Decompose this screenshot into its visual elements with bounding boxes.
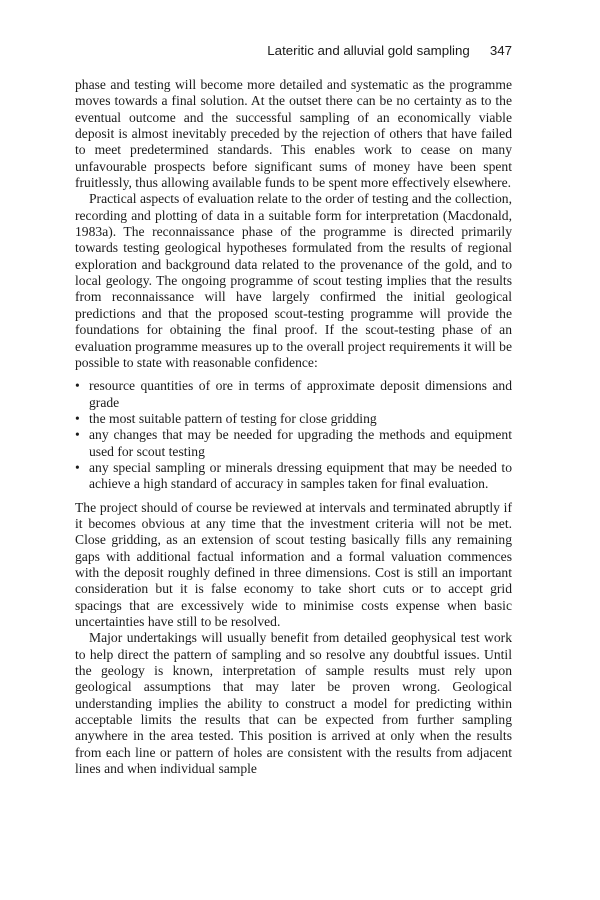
bullet-icon: • [75,410,80,426]
list-item-text: any special sampling or minerals dressing equipment that may be needed to achieve a high standard of accuracy in samples taken for final evaluation. [89,459,512,492]
paragraph-3: The project should of course be reviewed at intervals and terminated abruptly if it becomes obvious at any time that the investment criteria will not be met. Close gridding, as an extension of scout testing basically fills any remaining gaps with additional factual information and a formal valuation commences with the deposit roughly defined in three dimensions. Cost is still an important consideration but it is false economy to take short cuts or to accept grid spacings that are excessively wide to minimise costs expense when basic uncertainties have still to be resolved. [75,499,512,629]
bullet-list [75,378,512,492]
list-item-text: the most suitable pattern of testing for close gridding [89,410,377,426]
body-text [75,77,512,777]
list-item [75,427,512,460]
paragraph-1: phase and testing will become more detailed and systematic as the programme moves towards a final solution. At the outset there can be no certainty as to the eventual outcome and the successful sampling of an economically viable deposit is almost inevitably preceded by the rejection of others that have failed to meet predetermined standards. This enables work to cease on many unfavourable prospects before significant sums of money have been spent fruitlessly, thus allowing available funds to be spent more effectively elsewhere. [75,77,512,191]
bullet-icon: • [75,427,80,443]
running-head [267,43,512,58]
page-number: 347 [489,43,512,58]
list-item [75,460,512,493]
bullet-icon: • [75,459,80,475]
bullet-icon: • [75,378,80,394]
paragraph-2: Practical aspects of evaluation relate to the order of testing and the collection, recording and plotting of data in a suitable form for interpretation (Macdonald, 1983a). The reconnaissance phase of the programme is directed primarily towards testing geological hypotheses formulated from the results of regional exploration and background data related to the provenance of the gold, and to local geology. The ongoing programme of scout testing implies that the results from reconnaissance will have largely confirmed the initial geological predictions and that the proposed scout-testing programme will provide the foundations for obtaining the final proof. If the scout-testing phase of an evaluation programme measures up to the overall project requirements it will be possible to state with reasonable confidence: [75,191,512,370]
list-item-text: resource quantities of ore in terms of approximate deposit dimensions and grade [89,378,512,410]
running-title: Lateritic and alluvial gold sampling [267,43,470,58]
list-item [75,378,512,411]
paragraph-4: Major undertakings will usually benefit from detailed geophysical test work to help direct the pattern of sampling and so resolve any doubtful issues. Until the geology is known, interpretation of sample results must rely upon geological assumptions that may later be proven wrong. Geological understanding implies the ability to construct a model for predicting within acceptable limits the results that can be expected from further sampling anywhere in the area tested. This position is arrived at only when the results from each line or pattern of holes are consistent with the results from adjacent lines and when individual sample [75,630,512,777]
list-item-text: any changes that may be needed for upgrading the methods and equipment used for scout testing [89,427,512,459]
list-item [75,411,512,427]
